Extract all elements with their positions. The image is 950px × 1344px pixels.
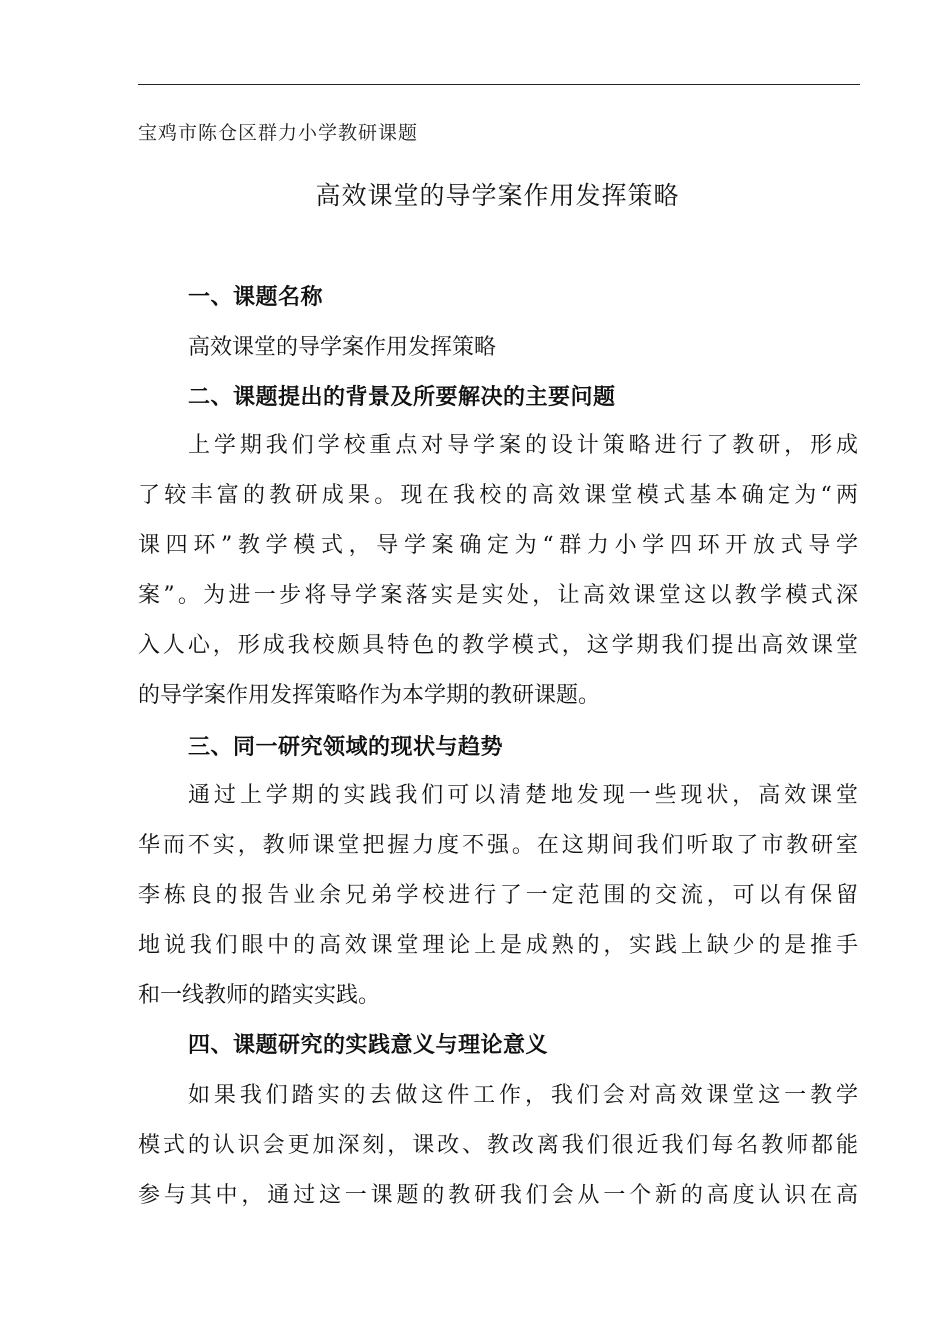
paragraph-line: 的导学案作用发挥策略作为本学期的教研课题。 (138, 683, 601, 708)
paragraph-line: 了较丰富的教研成果。现在我校的高效课堂模式基本确定为“两 (138, 483, 858, 508)
section-heading: 四、课题研究的实践意义与理论意义 (188, 1033, 549, 1058)
document-title: 高效课堂的导学案作用发挥策略 (315, 181, 680, 210)
document-header: 宝鸡市陈仓区群力小学教研课题 (138, 122, 419, 144)
paragraph-line: 高效课堂的导学案作用发挥策略 (188, 335, 497, 360)
paragraph-line: 通过上学期的实践我们可以清楚地发现一些现状，高效课堂 (188, 783, 858, 808)
paragraph-line: 地说我们眼中的高效课堂理论上是成熟的，实践上缺少的是推手 (138, 933, 858, 958)
paragraph-line: 参与其中，通过这一课题的教研我们会从一个新的高度认识在高 (138, 1183, 858, 1208)
paragraph-line: 如果我们踏实的去做这件工作，我们会对高效课堂这一教学 (188, 1083, 858, 1108)
section-heading: 一、课题名称 (188, 285, 324, 310)
section-heading: 二、课题提出的背景及所要解决的主要问题 (188, 385, 616, 410)
section-heading: 三、同一研究领域的现状与趋势 (188, 735, 504, 760)
paragraph-line: 上学期我们学校重点对导学案的设计策略进行了教研，形成 (188, 433, 858, 458)
paragraph-line: 模式的认识会更加深刻，课改、教改离我们很近我们每名教师都能 (138, 1133, 858, 1158)
paragraph-line: 华而不实，教师课堂把握力度不强。在这期间我们听取了市教研室 (138, 833, 858, 858)
paragraph-line: 案”。为进一步将导学案落实是实处，让高效课堂这以教学模式深 (138, 583, 858, 608)
paragraph-line: 和一线教师的踏实实践。 (138, 983, 381, 1008)
paragraph-line: 李栋良的报告业余兄弟学校进行了一定范围的交流，可以有保留 (138, 883, 858, 908)
header-rule (138, 84, 860, 85)
paragraph-line: 入人心，形成我校颇具特色的教学模式，这学期我们提出高效课堂 (138, 633, 858, 658)
paragraph-line: 课四环”教学模式，导学案确定为“群力小学四环开放式导学 (138, 533, 858, 558)
